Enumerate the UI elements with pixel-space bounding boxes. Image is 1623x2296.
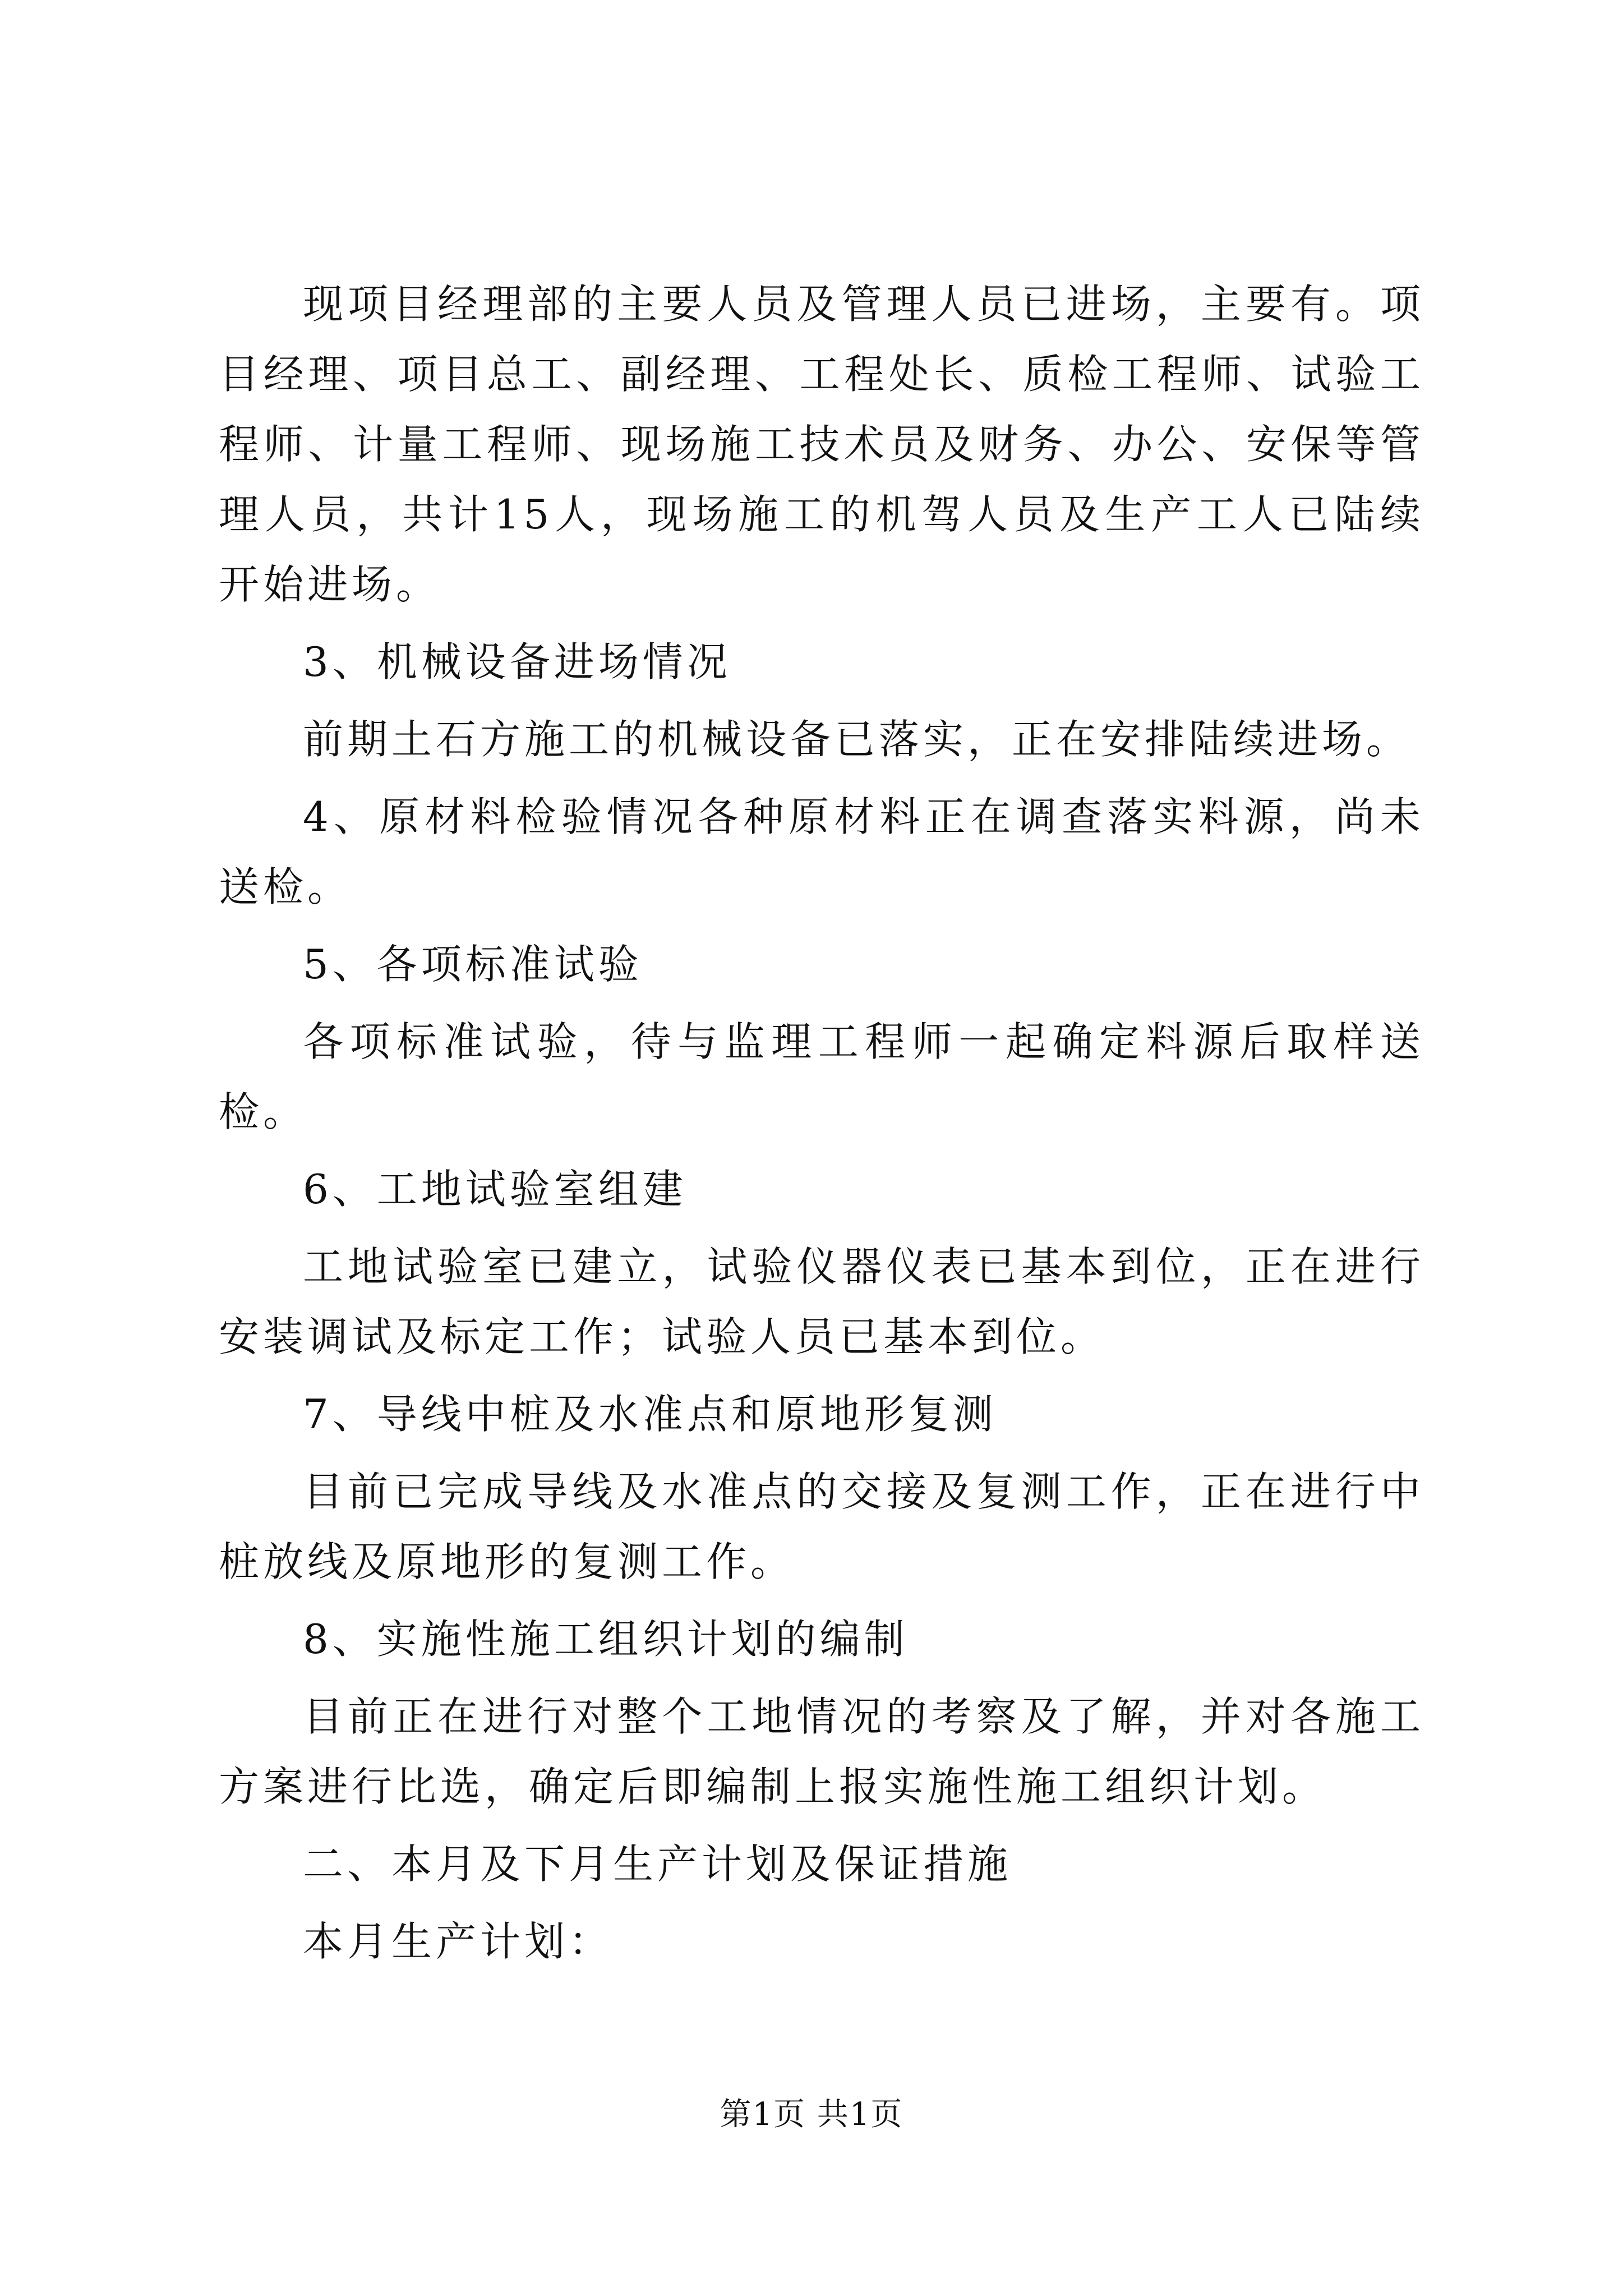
paragraph-personnel: 现项目经理部的主要人员及管理人员已进场，主要有。项目经理、项目总工、副经理、工程处长、质检工程师、试验工程师、计量工程师、现场施工技术员及财务、办公、安保等管理人员，共计15人，现场施工的机驾人员及生产工人已陆续开始进场。 <box>219 280 1424 608</box>
heading-production-plan: 二、本月及下月生产计划及保证措施 <box>303 1841 1012 1888</box>
paragraph-construction-plan: 目前正在进行对整个工地情况的考察及了解，并对各施工方案进行比选，确定后即编制上报实施性施工组织计划。 <box>219 1693 1424 1810</box>
heading-construction-plan: 8、实施性施工组织计划的编制 <box>303 1616 909 1663</box>
document-body <box>219 269 1424 1984</box>
paragraph-survey: 目前已完成导线及水准点的交接及复测工作，正在进行中桩放线及原地形的复测工作。 <box>219 1468 1424 1585</box>
paragraph-machinery: 前期土石方施工的机械设备已落实，正在安排陆续进场。 <box>303 716 1411 763</box>
paragraph-materials: 4、原材料检验情况各种原材料正在调查落实料源，尚未送检。 <box>219 793 1424 910</box>
page-footer: 第1页 共1页 <box>720 2096 903 2133</box>
heading-machinery: 3、机械设备进场情况 <box>303 638 731 685</box>
heading-standard-tests: 5、各项标准试验 <box>303 941 643 988</box>
heading-survey: 7、导线中桩及水准点和原地形复测 <box>303 1391 997 1438</box>
heading-lab: 6、工地试验室组建 <box>303 1166 687 1213</box>
paragraph-standard-tests: 各项标准试验，待与监理工程师一起确定料源后取样送检。 <box>219 1018 1424 1135</box>
paragraph-lab: 工地试验室已建立，试验仪器仪表已基本到位，正在进行安装调试及标定工作；试验人员已基本到位。 <box>219 1243 1424 1360</box>
paragraph-this-month-plan: 本月生产计划： <box>303 1918 614 1965</box>
